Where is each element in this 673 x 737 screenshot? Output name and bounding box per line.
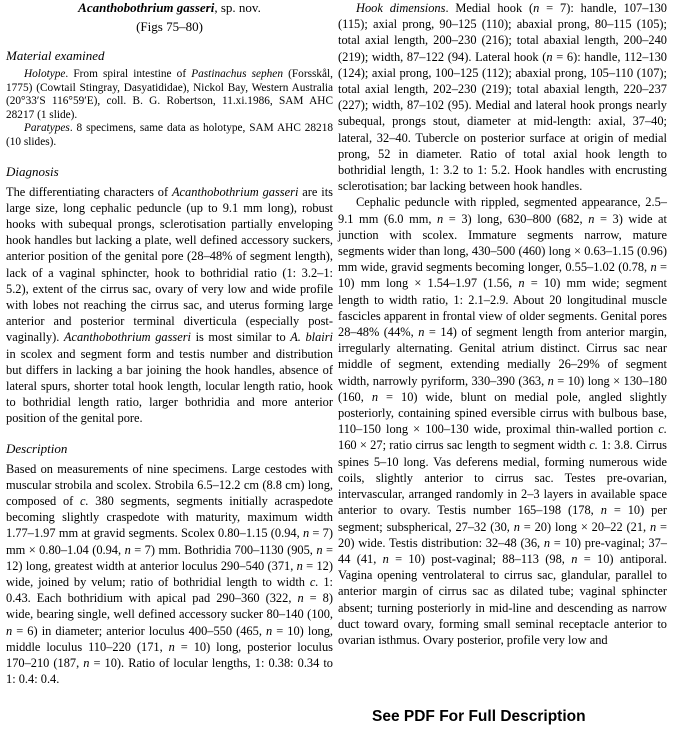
- n-symbol: n: [571, 551, 578, 566]
- title-suffix: , sp. nov.: [214, 0, 261, 15]
- description-text: = 10) long, middle loculus 110–220 (171,: [6, 623, 333, 654]
- n-symbol: n: [265, 623, 273, 638]
- peduncle-paragraph: [338, 194, 667, 648]
- diagnosis-text-3: is most similar to: [191, 330, 291, 345]
- n-symbol: n: [83, 656, 90, 671]
- n-symbol: n: [588, 211, 595, 226]
- n-symbol: n: [6, 623, 13, 638]
- peduncle-text: = 10) wide, blunt on medial pole, angled slightly posteriorly, containing spined eversible cirrus with bulbous base, 110–150 long × 100–130 wide, proximal thin-walled portion: [338, 389, 667, 437]
- description-text: Based on measurements of nine specimens. Large cestodes with muscular strobila and scolex. Strobila 6.5–12.2 cm (8.8 cm) long, composed of: [6, 461, 333, 509]
- n-symbol: n: [316, 542, 323, 557]
- peduncle-text: = 20) long × 20–22 (21,: [519, 519, 650, 534]
- peduncle-text: 1: 3.8. Cirrus spines 5–10 long. Vas deferens medial, forming numerous wide coils, slightly anterior to cirrus sac. Testes pre-ovarian, intervascular, arranged randomly in 2–3 layers in available space anterior to ovary. Testis number 165–198 (178,: [338, 438, 667, 518]
- material-examined-heading: Material examined: [6, 48, 105, 63]
- right-column: [338, 0, 667, 648]
- peduncle-text: = 10) pre-vaginal; 37–44 (41,: [338, 535, 667, 566]
- description-paragraph: [6, 461, 333, 688]
- diagnosis-species-1: Acanthobothrium gasseri: [171, 184, 299, 199]
- n-symbol: n: [649, 519, 657, 534]
- description-text: 380 segments, segments initially acraspedote becoming slightly craspedote with maturity, maximum width 1.77–1.97 mm at gravid segments. Scolex 0.80–1.15 (0.94,: [6, 494, 333, 541]
- n-symbol: n: [371, 389, 379, 404]
- circa: c.: [309, 575, 319, 590]
- see-full-description-link[interactable]: See PDF For Full Description: [372, 708, 586, 725]
- n-symbol: n: [518, 276, 525, 291]
- hook-text: . Medial hook (: [445, 1, 534, 15]
- title-genus: Acanthobothrium gasseri: [78, 0, 215, 15]
- description-text: = 6) in diameter; anterior loculus 400–550 (465,: [12, 623, 266, 638]
- n-symbol: n: [650, 260, 657, 275]
- n-symbol: n: [533, 1, 540, 15]
- n-symbol: n: [437, 211, 444, 226]
- diagnosis-text-2: are its large size, long cephalic peduncle (up to 9.1 mm long), robust hooks with subequal prongs, sclerotisation partially enveloping hook handles but lacking a plate, well defined accessory suckers, anterior position of the genital pore (28–48% of segment length), lack of a vaginal sphincter, hook to bothridial ratio (1: 3.2–1: 5.2), extent of the cirrus sac, ovary of very low and wide profile with lobes not reaching the cirrus sac, and uterus forming large anterior and posterior terminal diverticula (especially post-vaginally).: [6, 184, 334, 345]
- peduncle-text: = 3) long, 630–800 (682,: [443, 211, 589, 226]
- holotype-paragraph: [6, 68, 333, 122]
- diagnosis-heading: Diagnosis: [6, 163, 59, 179]
- description-text: = 10). Ratio of locular lengths, 1: 0.38: 0.34 to 1: 0.4: 0.4.: [6, 656, 334, 687]
- peduncle-text: = 20) wide. Testis distribution: 32–48 (36,: [338, 519, 668, 550]
- peduncle-text: = 10) post-vaginal; 88–113 (98,: [388, 551, 572, 566]
- peduncle-text: Cephalic peduncle with rippled, segmented appearance, 2.5–9.1 mm (6.0 mm,: [338, 195, 667, 226]
- description-text: = 12) wide, joined by velum; ratio of bothridial length to width: [6, 558, 333, 590]
- species-title: [6, 0, 333, 16]
- diagnosis-text-4: in scolex and segment form and testis number and distribution but differs in lacking a bar joining the hook handles, absence of lateral spurs, shorter total hook length, locular length ratio, hook to bothridial length ratio, larger bothridia and more anterior position of the genital pore.: [6, 346, 333, 426]
- n-symbol: n: [297, 591, 304, 606]
- holotype-text-2: (Forsskål, 1775) (Cowtail Stingray, Dasyatididae), Nickol Bay, Western Australia (20°33′S 116°59′E), coll. B. G. Robertson, 11.xi.1986, SAM AHC 28217 (1 slide).: [6, 68, 334, 121]
- n-symbol: n: [124, 542, 131, 557]
- holotype-label: Holotype: [24, 68, 66, 80]
- hook-dimensions-label: Hook dimensions: [356, 1, 446, 15]
- peduncle-text: = 10) mm wide; segment length to width ratio, 1: 2.1–2.9. About 20 longitudinal muscle fascicles apparent in frontal view of older segments. Genital pores 28–48% (44%,: [338, 276, 667, 340]
- n-symbol: n: [168, 639, 175, 654]
- diagnosis-species-2: Acanthobothrium gasseri: [63, 330, 191, 345]
- peduncle-text: = 3) wide at junction with scolex. Immature segments narrow, mature segments wider than long, 430–500 (460) long × 0.63–1.15 (0.96) mm wide, gravid segments becoming longer, 0.55–1.02 (0.78,: [338, 211, 667, 275]
- peduncle-text: 160 × 27; ratio cirrus sac length to segment width: [338, 438, 590, 453]
- n-symbol: n: [513, 519, 520, 534]
- description-text: = 8) wide, bearing single, well defined accessory sucker 80–140 (100,: [6, 591, 333, 622]
- n-symbol: n: [382, 551, 389, 566]
- description-text: = 7) mm. Bothridia 700–1130 (905,: [130, 542, 317, 557]
- hook-dimensions-paragraph: [338, 0, 667, 194]
- circa: c.: [658, 422, 667, 437]
- paratypes-label: Paratypes: [24, 122, 70, 135]
- description-heading: Description: [6, 440, 68, 456]
- n-symbol: n: [302, 526, 310, 541]
- peduncle-text: = 10) long × 130–180 (160,: [338, 373, 667, 404]
- n-symbol: n: [296, 558, 303, 573]
- hook-text: = 6): handle, 112–130 (124); axial prong, 100–125 (112); abaxial prong, 105–110 (107); total axial length, 202–230 (219); total abaxial length, 220–237 (227); width, 87–102 (95). Medial and lateral hook prongs nearly subequal, prongs stout, diameter at mid-length: axial, 37–40; lateral, 32–40. Tubercle on posterior surface at origin of medial prong, 52 in diameter. Ratio of total axial hook length to bothridial length, 1: 3.2 to 1: 5.2. Hook handles with encrusting sclerotisation; bar lacking between hook handles.: [338, 49, 667, 194]
- peduncle-text: = 10) antiporal. Vagina opening ventrolateral to cirrus sac, glandular, parallel to anterior margin of cirrus sac as dilated tube; vaginal sphincter absent; turning posteriorly in mid-line and descending as narrow duct toward ovary, forming small seminal receptacle anterior to ovarian isthmus. Ovary posterior, profile very low and: [338, 551, 667, 647]
- figure-reference: (Figs 75–80): [136, 19, 203, 34]
- diagnosis-text-1: The differentiating characters of: [6, 184, 172, 199]
- circa: c.: [589, 438, 598, 453]
- description-text: = 12) long, greatest width at anterior loculus 290–540 (371,: [6, 542, 334, 573]
- holotype-text-1: . From spiral intestine of: [65, 68, 192, 80]
- description-text: = 10) long, posterior loculus 170–210 (187,: [6, 639, 333, 671]
- n-symbol: n: [547, 373, 554, 388]
- diagnosis-species-3: A. blairi: [290, 330, 334, 345]
- left-column: [6, 0, 333, 687]
- paratypes-text: . 8 specimens, same data as holotype, SAM AHC 28218 (10 slides).: [6, 122, 333, 148]
- paratypes-paragraph: [6, 122, 333, 149]
- description-text: 1: 0.43. Each bothridium with apical pad 290–360 (322,: [6, 575, 333, 606]
- n-symbol: n: [546, 49, 553, 64]
- n-symbol: n: [543, 535, 551, 550]
- diagnosis-paragraph: [6, 184, 333, 427]
- n-symbol: n: [418, 325, 425, 340]
- holotype-host: Pastinachus sephen: [191, 68, 283, 80]
- description-text: = 7) mm × 0.80–1.04 (0.94,: [6, 526, 333, 557]
- peduncle-text: = 14) of segment length from anterior margin, irregularly alternating. Genital atrium distinct. Cirrus sac near middle of segment, extending medially 26–29% of segment width, narrowly pyriform, 330–390 (363,: [338, 325, 667, 388]
- peduncle-text: = 10) mm long × 1.54–1.97 (1.56,: [338, 260, 667, 291]
- n-symbol: n: [600, 503, 607, 518]
- circa: c.: [79, 494, 89, 509]
- hook-text: = 7): handle, 107–130 (115); axial prong, 90–125 (110); abaxial prong, 80–115 (105); total axial length, 200–230 (216); total abaxial length, 200–240 (219); width, 87–122 (94). Lateral hook (: [338, 1, 667, 64]
- peduncle-text: = 10) per segment; subspherical, 27–32 (30,: [338, 503, 667, 534]
